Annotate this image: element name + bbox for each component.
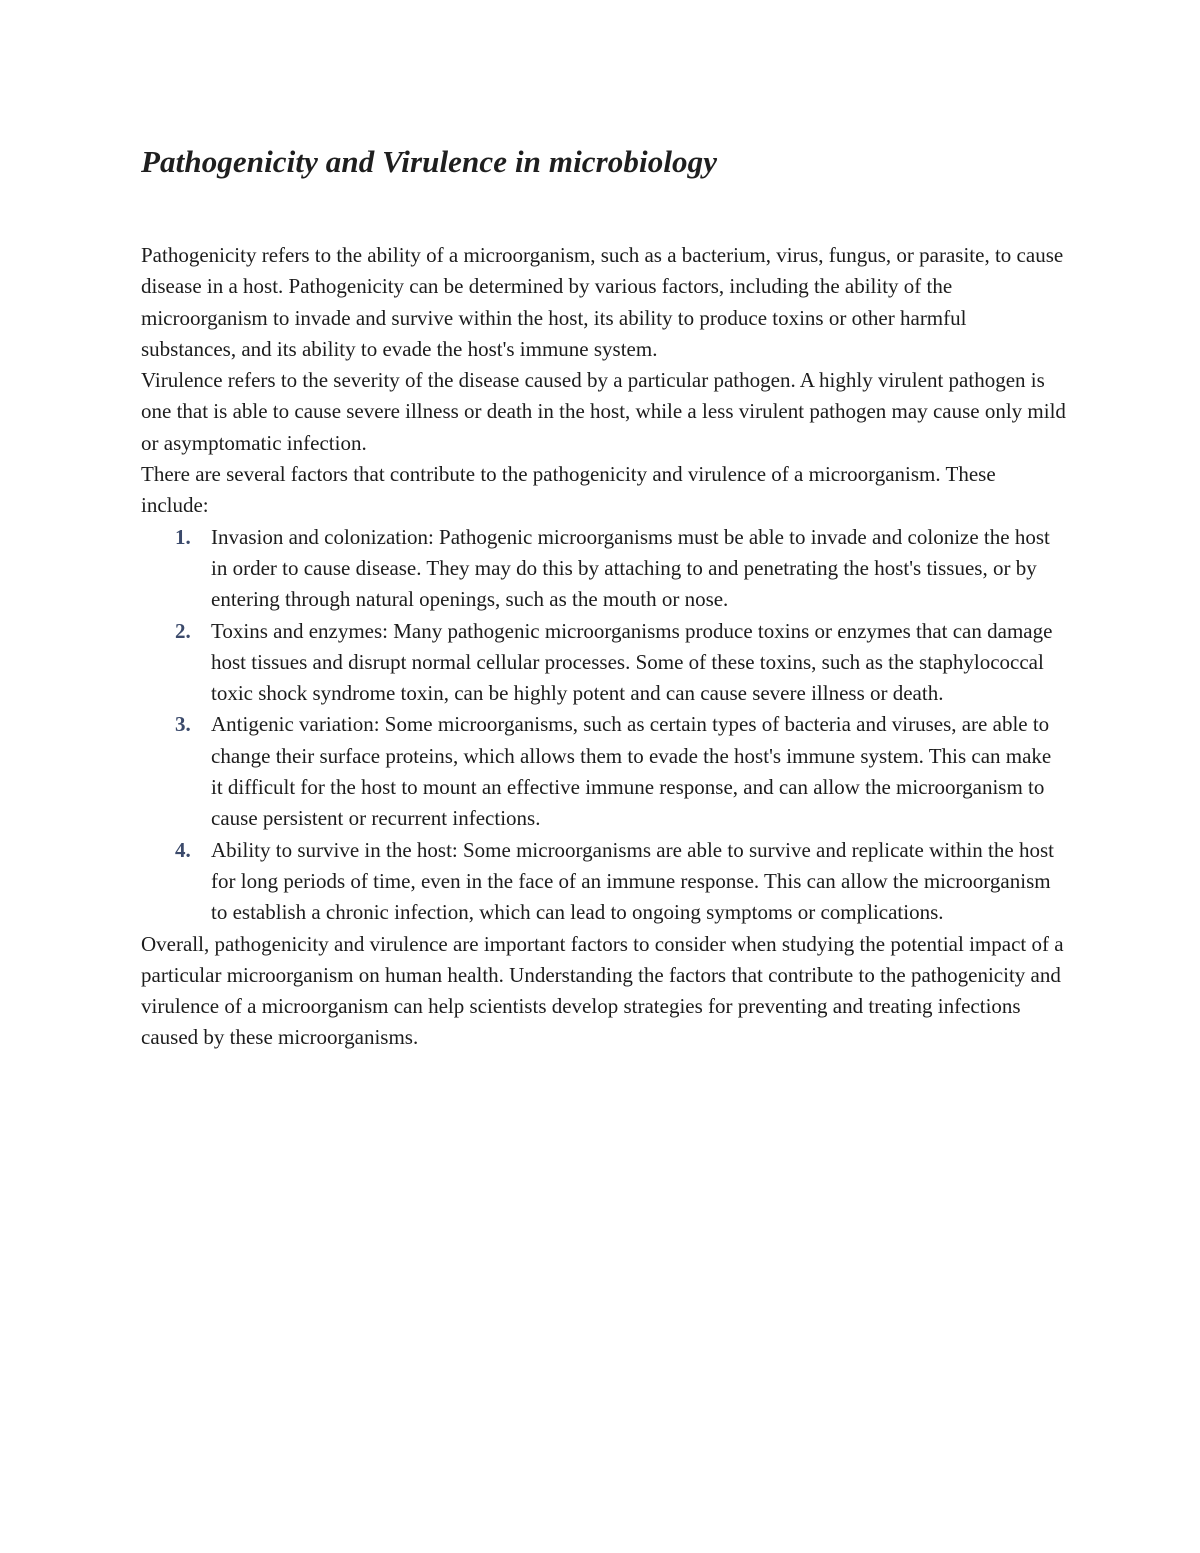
list-item <box>141 522 1066 616</box>
document-body <box>141 140 1066 1054</box>
pathogenicity-definition-paragraph: Pathogenicity refers to the ability of a microorganism, such as a bacterium, virus, fungus, or parasite, to cause disease in a host. Pathogenicity can be determined by various factors, including the ability of the microorganism to invade and survive within the host, its ability to produce toxins or other harmful substances, and its ability to evade the host's immune system. <box>141 243 1064 361</box>
list-item-text: Antigenic variation: Some microorganisms, such as certain types of bacteria and viruses, are able to change their surface proteins, which allows them to evade the host's immune system. This can make it difficult for the host to mount an effective immune response, and can allow the microorganism to cause persistent or recurrent infections. <box>211 712 1052 831</box>
list-item <box>141 709 1066 834</box>
factors-list <box>141 522 1066 929</box>
conclusion-paragraph: Overall, pathogenicity and virulence are important factors to consider when studying the potential impact of a particular microorganism on human health. Understanding the factors that contribute to the pathogenicity and virulence of a microorganism can help scientists develop strategies for preventing and treating infections caused by these microorganisms. <box>141 931 1064 1050</box>
document-title: Pathogenicity and Virulence in microbiology <box>141 144 718 179</box>
list-item-text: Invasion and colonization: Pathogenic microorganisms must be able to invade and colonize the host in order to cause disease. They may do this by attaching to and penetrating the host's tissues, or by entering through natural openings, such as the mouth or nose. <box>211 524 1050 612</box>
list-item-number: 3. <box>175 712 191 737</box>
list-item-number: 1. <box>175 524 191 549</box>
list-item-number: 2. <box>175 618 191 643</box>
list-item-text: Toxins and enzymes: Many pathogenic microorganisms produce toxins or enzymes that can damage host tissues and disrupt normal cellular processes. Some of these toxins, such as the staphylococcal toxic shock syndrome toxin, can be highly potent and can cause severe illness or death. <box>211 618 1053 706</box>
list-item-text: Ability to survive in the host: Some microorganisms are able to survive and replicate within the host for long periods of time, even in the face of an immune response. This can allow the microorganism to establish a chronic infection, which can lead to ongoing symptoms or complications. <box>211 837 1054 925</box>
virulence-definition-paragraph: Virulence refers to the severity of the disease caused by a particular pathogen. A highly virulent pathogen is one that is able to cause severe illness or death in the host, while a less virulent pathogen may cause only mild or asymptomatic infection. <box>141 368 1066 455</box>
list-item <box>141 835 1066 929</box>
list-item-number: 4. <box>175 837 191 862</box>
list-item <box>141 616 1066 710</box>
factors-intro-paragraph: There are several factors that contribute to the pathogenicity and virulence of a microorganism. These include: <box>141 462 996 518</box>
